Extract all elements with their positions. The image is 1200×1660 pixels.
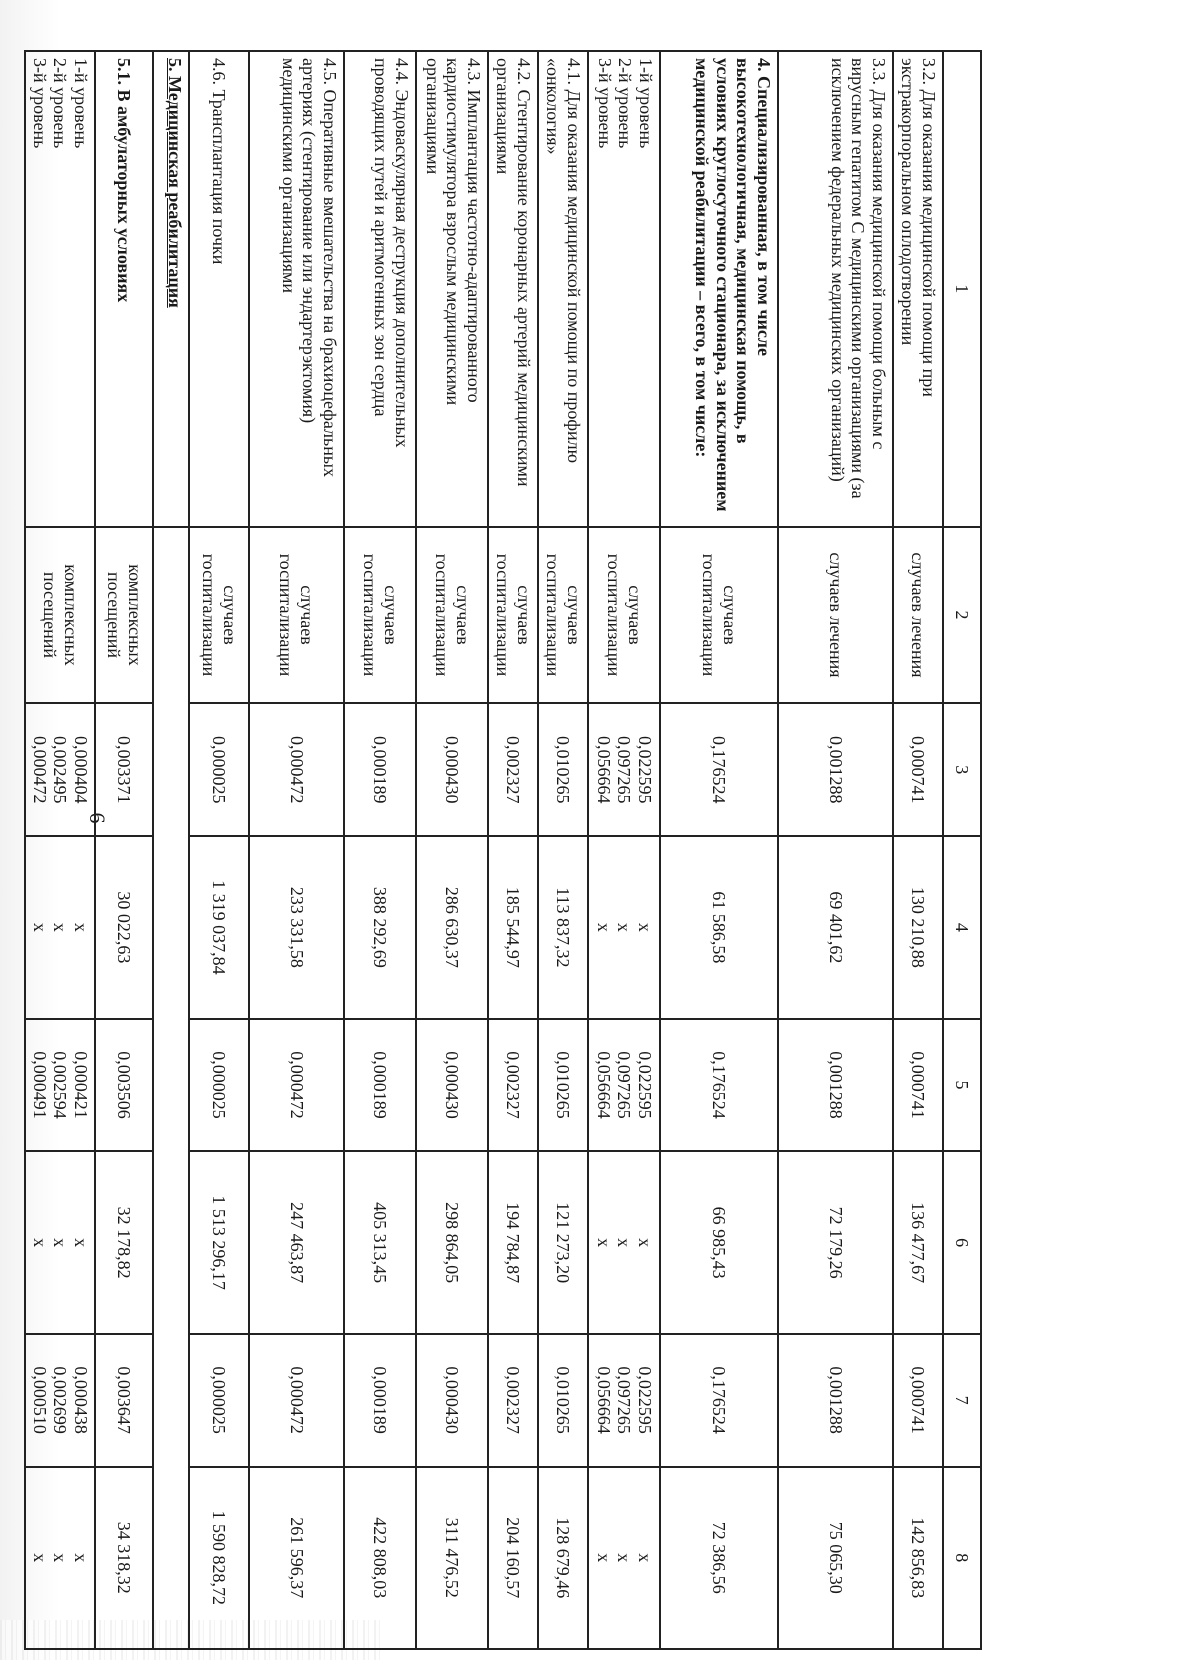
row-label: 1-й уровень 2-й уровень 3-й уровень [588,51,660,527]
cell-col6: 136 477,67 [893,1151,943,1333]
cell-col6: 66 985,43 [660,1151,778,1333]
cell-col6: 247 463,87 [249,1151,344,1333]
section-row-blank [153,527,189,1649]
row-label: 3.2. Для оказания медицинской помощи при экстракорпоральном оплодотворении [893,51,943,527]
cell-col3: 0,000741 [893,703,943,836]
header-row [943,51,981,1649]
table-row [538,51,588,1649]
cell-col6: 121 273,20 [538,1151,588,1333]
cell-col8: 204 160,57 [488,1467,538,1650]
cell-col7: 0,176524 [660,1334,778,1467]
normatives-table [24,50,982,1650]
cell-col8: 261 596,37 [249,1467,344,1650]
cell-col3: 0,001288 [778,703,893,836]
cell-col7: 0,000430 [416,1334,488,1467]
row-label: 5.1. В амбулаторных условиях [95,51,153,527]
cell-col4: 1 319 037,84 [189,836,249,1018]
cell-col7: 0,000025 [189,1334,249,1467]
table-row [25,51,95,1649]
cell-col3: 0,010265 [538,703,588,836]
col-header-4: 4 [943,836,981,1018]
cell-col4: 30 022,63 [95,836,153,1018]
col-header-1: 1 [943,51,981,527]
cell-col8: х х х [588,1467,660,1650]
row-unit: случаев госпитализации [189,527,249,704]
cell-col8: 75 065,30 [778,1467,893,1650]
cell-col3: 0,176524 [660,703,778,836]
cell-col3: 0,022595 0,097265 0,056664 [588,703,660,836]
cell-col3: 0,000189 [344,703,416,836]
cell-col4: 233 331,58 [249,836,344,1018]
cell-col4: 185 544,97 [488,836,538,1018]
row-unit: случаев госпитализации [538,527,588,704]
cell-col3: 0,000430 [416,703,488,836]
row-label: 4. Специализированная, в том числе высокотехнологичная, медицинская помощь, в условиях круглосуточного стационара, за исключением медицинской реабилитации – всего, в том числе: [660,51,778,527]
cell-col5: 0,000025 [189,1019,249,1152]
cell-col8: 311 476,52 [416,1467,488,1650]
cell-col3: 0,002327 [488,703,538,836]
row-label: 4.4. Эндоваскулярная деструкция дополнительных проводящих путей и аритмогенных зон сердца [344,51,416,527]
col-header-7: 7 [943,1334,981,1467]
cell-col8: 34 318,32 [95,1467,153,1650]
cell-col7: 0,001288 [778,1334,893,1467]
cell-col3: 0,000472 [249,703,344,836]
section-title: 5. Медицинская реабилитация [153,51,189,527]
cell-col4: 286 630,37 [416,836,488,1018]
cell-col6: 298 864,05 [416,1151,488,1333]
cell-col8: 128 679,46 [538,1467,588,1650]
row-label: 4.2. Стентирование коронарных артерий медицинскими организациями [488,51,538,527]
cell-col5: 0,000430 [416,1019,488,1152]
row-label: 3.3. Для оказания медицинской помощи больным с вирусным гепатитом С медицинскими организациями (за исключением федеральных медицинских организаций) [778,51,893,527]
cell-col7: 0,022595 0,097265 0,056664 [588,1334,660,1467]
cell-col7: 0,002327 [488,1334,538,1467]
cell-col5: 0,003506 [95,1019,153,1152]
cell-col8: 72 386,56 [660,1467,778,1650]
cell-col6: х х х [25,1151,95,1333]
cell-col5: 0,176524 [660,1019,778,1152]
table-row [344,51,416,1649]
cell-col6: х х х [588,1151,660,1333]
rotated-page [29,50,982,1650]
row-unit: случаев госпитализации [660,527,778,704]
row-label: 4.6. Трансплантация почки [189,51,249,527]
table-row [95,51,153,1649]
row-unit: случаев госпитализации [249,527,344,704]
cell-col6: 32 178,82 [95,1151,153,1333]
col-header-3: 3 [943,703,981,836]
cell-col5: 0,010265 [538,1019,588,1152]
row-label: 4.3. Имплантация частотно-адаптированного кардиостимулятора взрослым медицинскими организациями [416,51,488,527]
cell-col4: х х х [25,836,95,1018]
cell-col8: х х х [25,1467,95,1650]
cell-col4: 61 586,58 [660,836,778,1018]
cell-col5: 0,022595 0,097265 0,056664 [588,1019,660,1152]
cell-col7: 0,000189 [344,1334,416,1467]
cell-col3: 0,003371 [95,703,153,836]
row-unit: случаев госпитализации [344,527,416,704]
cell-col5: 0,000472 [249,1019,344,1152]
cell-col7: 0,010265 [538,1334,588,1467]
cell-col4: 130 210,88 [893,836,943,1018]
cell-col5: 0,001288 [778,1019,893,1152]
row-label: 1-й уровень 2-й уровень 3-й уровень [25,51,95,527]
row-unit: комплексных посещений [25,527,95,704]
row-label: 4.1. Для оказания медицинской помощи по профилю «онкология» [538,51,588,527]
cell-col5: 0,000741 [893,1019,943,1152]
row-unit: случаев госпитализации [588,527,660,704]
cell-col7: 0,000438 0,002699 0,000510 [25,1334,95,1467]
cell-col7: 0,000741 [893,1334,943,1467]
row-unit: случаев госпитализации [416,527,488,704]
cell-col4: 69 401,62 [778,836,893,1018]
cell-col8: 422 808,03 [344,1467,416,1650]
table-row [488,51,538,1649]
section-row [153,51,189,1649]
table-row [778,51,893,1649]
row-unit: случаев лечения [778,527,893,704]
table-row [893,51,943,1649]
cell-col6: 1 513 296,17 [189,1151,249,1333]
cell-col8: 142 856,83 [893,1467,943,1650]
cell-col7: 0,000472 [249,1334,344,1467]
cell-col4: 113 837,32 [538,836,588,1018]
cell-col4: 388 292,69 [344,836,416,1018]
col-header-8: 8 [943,1467,981,1650]
cell-col3: 0,000404 0,002495 0,000472 [25,703,95,836]
cell-col6: 405 313,45 [344,1151,416,1333]
table-row [249,51,344,1649]
page-number: 6 [85,812,110,824]
cell-col5: 0,002327 [488,1019,538,1152]
cell-col6: 72 179,26 [778,1151,893,1333]
row-unit: случаев госпитализации [488,527,538,704]
cell-col7: 0,003647 [95,1334,153,1467]
col-header-2: 2 [943,527,981,704]
row-unit: комплексных посещений [95,527,153,704]
cell-col6: 194 784,87 [488,1151,538,1333]
row-unit: случаев лечения [893,527,943,704]
cell-col3: 0,000025 [189,703,249,836]
row-label: 4.5. Оперативные вмешательства на брахиоцефальных артериях (стентирование или эндартерэктомия) медицинскими организациями [249,51,344,527]
cell-col5: 0,000421 0,002594 0,000491 [25,1019,95,1152]
cell-col5: 0,000189 [344,1019,416,1152]
table-row [588,51,660,1649]
table-row [660,51,778,1649]
col-header-6: 6 [943,1151,981,1333]
cell-col8: 1 590 828,72 [189,1467,249,1650]
table-row [416,51,488,1649]
table-row [189,51,249,1649]
col-header-5: 5 [943,1019,981,1152]
cell-col4: х х х [588,836,660,1018]
